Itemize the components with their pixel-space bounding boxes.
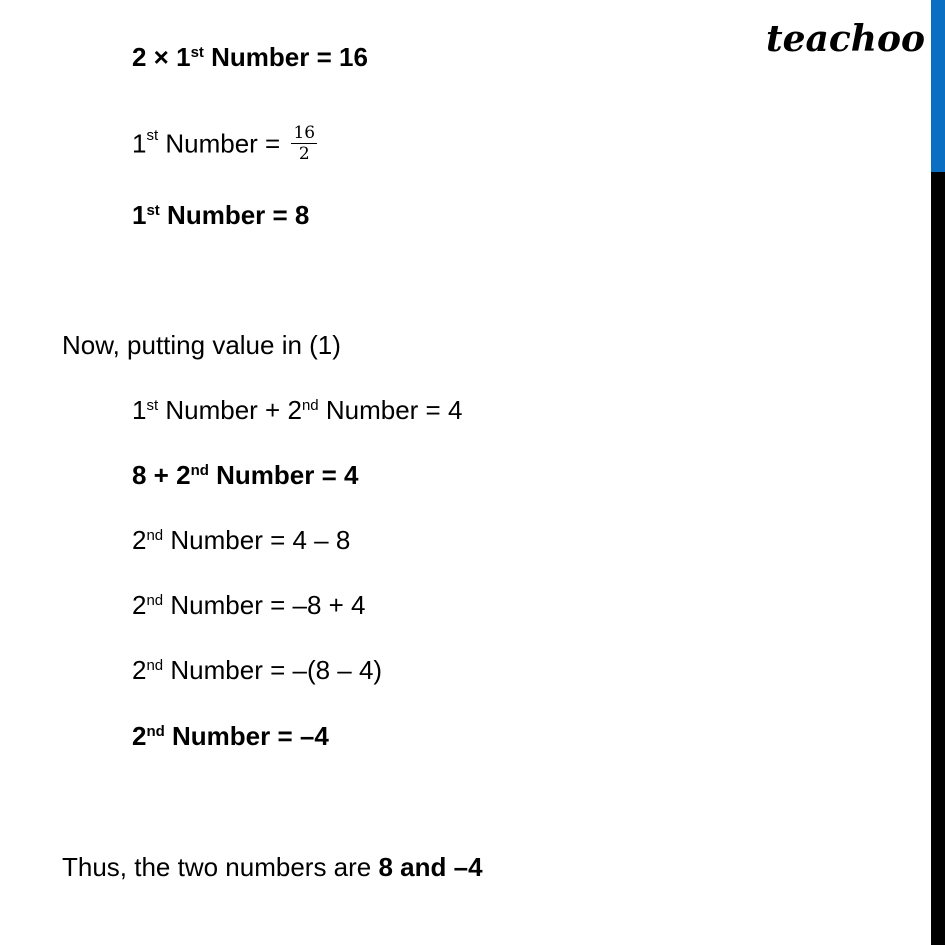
text-segment: Number = bbox=[158, 128, 288, 159]
solution-line bbox=[132, 460, 358, 490]
superscript: nd bbox=[146, 592, 164, 609]
text-segment: 2 × 1 bbox=[132, 42, 191, 72]
side-accent-bar bbox=[931, 0, 945, 172]
solution-line bbox=[132, 525, 350, 555]
solution-line bbox=[132, 590, 366, 620]
superscript: nd bbox=[146, 527, 164, 544]
side-dark-bar bbox=[931, 172, 945, 945]
text-segment: Now, putting value in (1) bbox=[62, 330, 341, 360]
denominator: 2 bbox=[298, 144, 310, 164]
superscript: nd bbox=[301, 397, 319, 414]
solution-line bbox=[62, 852, 483, 882]
text-segment: 8 and –4 bbox=[378, 852, 483, 882]
text-segment: Number = –8 + 4 bbox=[163, 590, 366, 620]
text-segment: Number = –4 bbox=[164, 721, 329, 751]
text-segment: 1 bbox=[132, 395, 147, 425]
solution-line bbox=[132, 42, 368, 72]
superscript: nd bbox=[146, 723, 165, 740]
text-segment: Number = 4 bbox=[208, 460, 359, 490]
superscript: st bbox=[146, 127, 159, 144]
text-segment: Number = –(8 – 4) bbox=[163, 655, 383, 685]
text-segment: 1 bbox=[132, 128, 147, 159]
text-segment: 2 bbox=[132, 721, 147, 751]
text-segment: 1 bbox=[132, 200, 147, 230]
text-segment: 2 bbox=[132, 655, 147, 685]
superscript: st bbox=[146, 202, 160, 219]
superscript: st bbox=[190, 44, 204, 61]
solution-line bbox=[132, 200, 309, 230]
text-segment: Number + 2 bbox=[158, 395, 302, 425]
text-segment: 2 bbox=[132, 590, 147, 620]
fraction bbox=[291, 123, 317, 164]
solution-line bbox=[132, 655, 382, 685]
solution-line bbox=[62, 330, 341, 360]
superscript: nd bbox=[190, 462, 209, 479]
text-segment: 2 bbox=[132, 525, 147, 555]
text-segment: Number = 4 bbox=[318, 395, 463, 425]
solution-line bbox=[132, 125, 317, 166]
teachoo-logo: teachoo bbox=[766, 18, 925, 60]
numerator: 16 bbox=[293, 123, 316, 143]
text-segment: 8 + 2 bbox=[132, 460, 191, 490]
solution-line bbox=[132, 721, 329, 751]
text-segment: Number = 4 – 8 bbox=[163, 525, 351, 555]
superscript: st bbox=[146, 397, 159, 414]
superscript: nd bbox=[146, 657, 164, 674]
text-segment: Number = 8 bbox=[159, 200, 310, 230]
solution-line bbox=[132, 395, 462, 425]
text-segment: Thus, the two numbers are bbox=[62, 852, 379, 882]
text-segment: Number = 16 bbox=[203, 42, 368, 72]
